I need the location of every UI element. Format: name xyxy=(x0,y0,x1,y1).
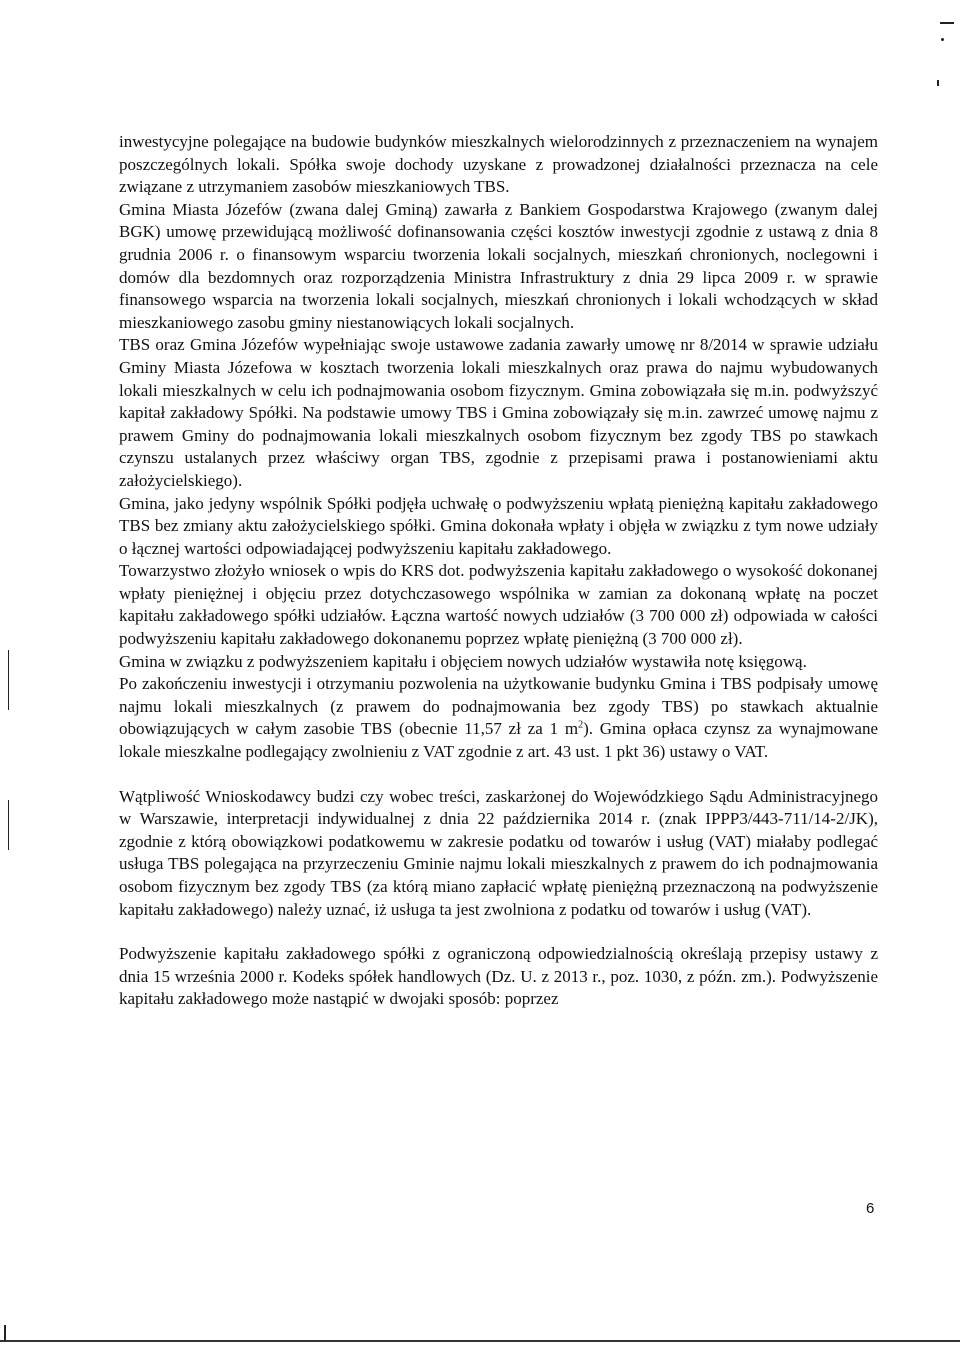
scan-mark xyxy=(940,22,954,24)
page-number: 6 xyxy=(866,1200,875,1217)
paragraph: Gmina w związku z podwyższeniem kapitału i objęciem nowych udziałów wystawiła notę księgową. xyxy=(119,651,807,671)
paragraph: Gmina, jako jedyny wspólnik Spółki podjęła uchwałę o podwyższeniu wpłatą pieniężną kapitału zakładowego TBS bez zmiany aktu założycielskiego spółki. Gmina dokonała wpłaty i objęła w związku z tym nowe udziały o łącznej wartości odpowiadającej podwyższeniu kapitału zakładowego. xyxy=(119,493,878,558)
scan-mark xyxy=(4,1325,6,1341)
paragraph xyxy=(119,673,878,763)
scan-edge-line xyxy=(0,1340,960,1342)
paragraph: Gmina Miasta Józefów (zwana dalej Gminą) zawarła z Bankiem Gospodarstwa Krajowego (zwanym dalej BGK) umowę przewidującą możliwość dofinansowania części kosztów inwestycji zgodnie z ustawą z dnia 8 grudnia 2006 r. o finansowym wsparciu tworzenia lokali socjalnych, mieszkań chronionych, noclegowni i domów dla bezdomnych oraz rozporządzenia Ministra Infrastruktury z dnia 29 lipca 2009 r. w sprawie finansowego wsparcia na tworzenia lokali socjalnych, mieszkań chronionych i lokali wchodzących w skład mieszkaniowego zasobu gminy niestanowiących lokali socjalnych. xyxy=(119,199,878,332)
document-body xyxy=(119,131,878,1011)
paragraph: TBS oraz Gmina Józefów wypełniając swoje ustawowe zadania zawarły umowę nr 8/2014 w sprawie udziału Gminy Miasta Józefowa w kosztach tworzenia lokali mieszkalnych oraz prawa do najmu wybudowanych lokali mieszkalnych w celu ich podnajmowania osobom fizycznym. Gmina zobowiązała się m.in. podwyższyć kapitał zakładowy Spółki. Na podstawie umowy TBS i Gmina zobowiązały się m.in. zawrzeć umowę najmu z prawem Gminy do podnajmowania lokali mieszkalnych osobom fizycznym bez zgody TBS po stawkach czynszu ustalanych przez właściwy organ TBS, zgodnie z przepisami prawa i postanowieniami aktu założycielskiego). xyxy=(119,335,878,490)
scan-mark xyxy=(941,38,944,41)
paragraph: Podwyższenie kapitału zakładowego spółki z ograniczoną odpowiedzialnością określają przepisy ustawy z dnia 15 września 2000 r. Kodeks spółek handlowych (Dz. U. z 2013 r., poz. 1030, z późn. zm.). Podwyższenie kapitału zakładowego może nastąpić w dwojaki sposób: poprzez xyxy=(119,944,878,1009)
paragraph-text: ). Gmina opłaca czynsz za wynajmowane lokale mieszkalne podlegający zwolnieniu z VAT zgodnie z art. 43 ust. 1 pkt 36) ustawy o VAT. xyxy=(119,719,878,762)
scan-mark xyxy=(8,800,9,850)
paragraph-text: Po zakończeniu inwestycji i otrzymaniu pozwolenia na użytkowanie budynku Gmina i TBS podpisały umowę najmu lokali mieszkalnych (z prawem do podnajmowania bez zgody TBS) po stawkach aktualnie obowiązujących w całym zasobie TBS (obecnie 11,57 zł za 1 m xyxy=(119,674,878,739)
paragraph: Wątpliwość Wnioskodawcy budzi czy wobec treści, zaskarżonej do Wojewódzkiego Sądu Administracyjnego w Warszawie, interpretacji indywidualnej z dnia 22 października 2014 r. (znak IPPP3/443-711/14-2/JK), zgodnie z którą obowiązkowi podatkowemu w zakresie podatku od towarów i usług (VAT) miałaby podlegać usługa TBS polegająca na przyrzeczeniu Gminie najmu lokali mieszkalnych z prawem do ich podnajmowania osobom fizycznym bez zgody TBS (za którą miano zapłacić wpłatę pieniężną przeznaczoną na podwyższenie kapitału zakładowego) należy uznać, iż usługa ta jest zwolniona z podatku od towarów i usług (VAT). xyxy=(119,786,878,919)
superscript: 2 xyxy=(578,719,584,731)
scan-mark xyxy=(937,80,939,86)
scan-mark xyxy=(8,650,9,710)
paragraph: inwestycyjne polegające na budowie budynków mieszkalnych wielorodzinnych z przeznaczeniem na wynajem poszczególnych lokali. Spółka swoje dochody uzyskane z prowadzonej działalności przeznacza na cele związane z utrzymaniem zasobów mieszkaniowych TBS. xyxy=(119,132,878,197)
paragraph: Towarzystwo złożyło wniosek o wpis do KRS dot. podwyższenia kapitału zakładowego o wysokość dokonanej wpłaty pieniężnej i objęciu przez dotychczasowego wspólnika w zamian za dokonaną wpłatę na poczet kapitału zakładowego spółki udziałów. Łączna wartość nowych udziałów (3 700 000 zł) odpowiada w całości podwyższeniu kapitału zakładowego dokonanemu poprzez wpłatę pieniężną (3 700 000 zł). xyxy=(119,561,878,649)
